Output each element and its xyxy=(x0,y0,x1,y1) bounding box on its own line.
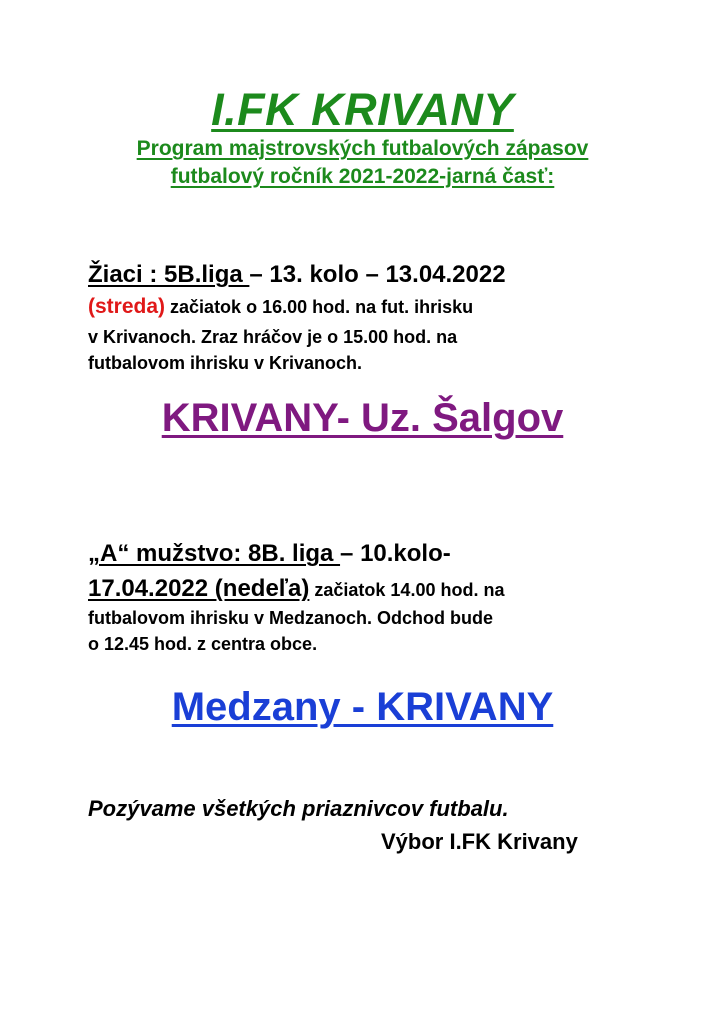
a-team-start-time: začiatok 14.00 hod. na xyxy=(309,580,505,600)
a-team-round-info: – 10.kolo- xyxy=(340,540,451,567)
a-team-league-heading: „A“ mužstvo: 8B. liga xyxy=(88,540,341,567)
ziaci-detail-line xyxy=(88,295,473,319)
a-team-match-title: Medzany - KRIVANY xyxy=(171,685,554,729)
a-team-detail-line xyxy=(88,575,504,603)
a-team-venue-info: futbalovom ihrisku v Medzanoch. Odchod bude xyxy=(88,608,494,628)
ziaci-match-title: KRIVANY- Uz. Šalgov xyxy=(161,396,564,440)
club-title: I.FK KRIVANY xyxy=(211,84,514,135)
season-subtitle: futbalový ročník 2021-2022-jarná časť: xyxy=(170,165,555,188)
a-team-date: 17.04.2022 (nedeľa) xyxy=(88,575,310,602)
ziaci-header-line xyxy=(88,261,506,289)
ziaci-meeting-place: futbalovom ihrisku v Krivanoch. xyxy=(88,353,363,373)
ziaci-league-heading: Žiaci : 5B.liga xyxy=(88,261,250,288)
a-team-departure-info: o 12.45 hod. z centra obce. xyxy=(88,634,318,654)
invitation-text: Pozývame všetkých priaznivcov futbalu. xyxy=(88,796,509,821)
ziaci-meeting-info: v Krivanoch. Zraz hráčov je o 15.00 hod. na xyxy=(88,327,458,347)
ziaci-start-time: začiatok o 16.00 hod. na fut. ihrisku xyxy=(165,297,474,317)
signature: Výbor I.FK Krivany xyxy=(381,829,578,854)
ziaci-round-info: – 13. kolo – 13.04.2022 xyxy=(249,261,506,288)
a-team-header-line xyxy=(88,540,451,568)
ziaci-day: (streda) xyxy=(88,295,166,318)
program-subtitle: Program majstrovských futbalových zápasov xyxy=(136,137,589,160)
